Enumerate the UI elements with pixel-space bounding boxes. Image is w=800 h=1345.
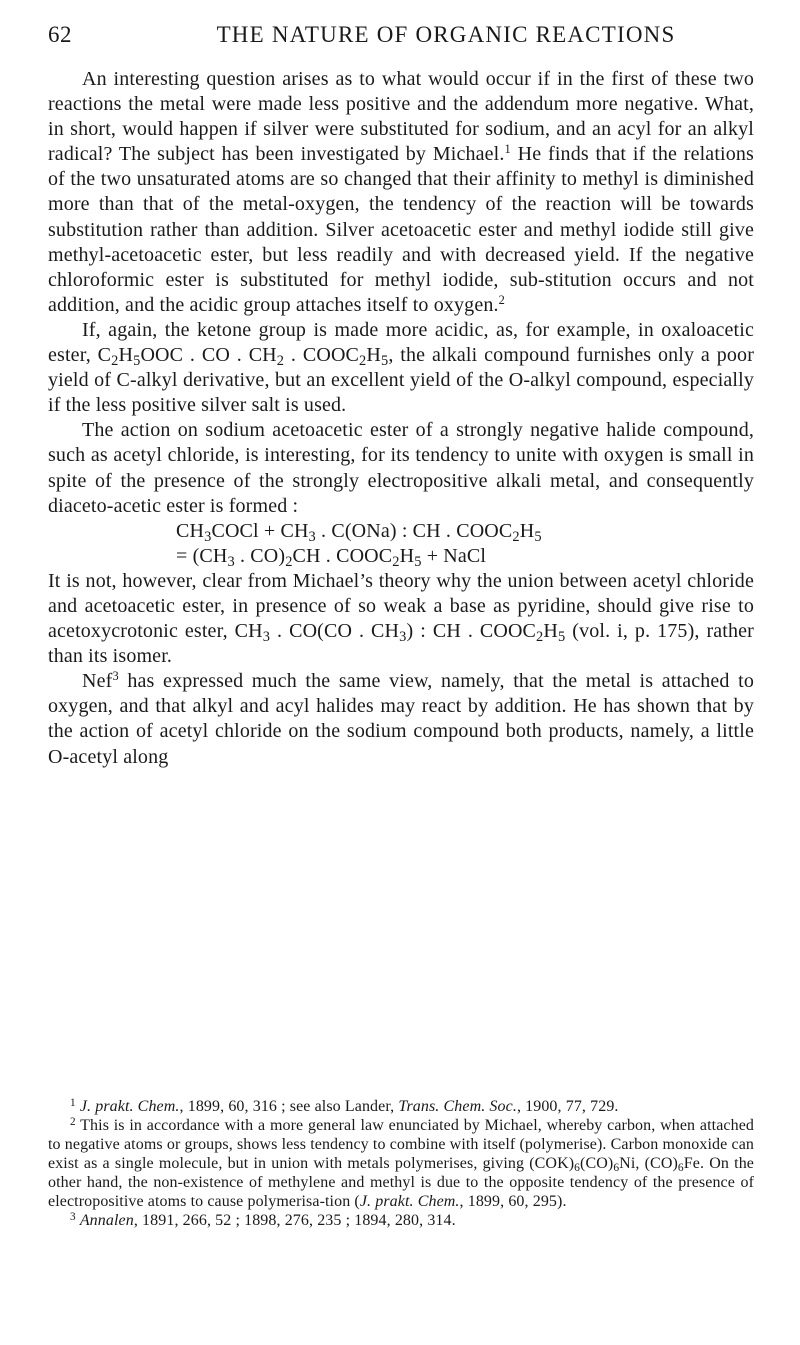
footnote-ref-1: 1 [504,142,511,157]
paragraph-3: The action on sodium acetoacetic ester of a strongly negative halide compound, such as acetyl chloride, is interesting, for its tendency to unite with oxygen is small in spite of the presence of the strongly electropositive alkali metal, and consequently diaceto-acetic ester is formed : [48,419,754,517]
footnote-ref-3: 3 [112,669,119,684]
paragraph-1: An interesting question arises as to what would occur if in the first of these two reactions the metal were made less positive and the addendum more negative. What, in short, would happen if silver were substituted for sodium, and an acyl for an alkyl radical? The subject has been investigated by Michael.$^1$ He finds that if the relations of the two unsaturated atoms are so changed that their affinity to methyl is diminished more than that of the metal-oxygen, the tendency of the reaction will be towards substitution rather than addition. Silver acetoacetic ester and methyl iodide still give methyl-acetoacetic ester, but less readily and with decreased yield. If the negative chloroformic ester is substituted for methyl iodide, sub-stitution occurs and not addition, and the acidic group attaches itself to oxygen.$^2$ [48,68,754,316]
footnote-3: $^3$ Annalen, 1891, 266, 52 ; 1898, 276, 235 ; 1894, 280, 314. [70,1210,456,1229]
paragraph-4: It is not, however, clear from Michael’s theory why the union between acetyl chloride and acetoacetic ester, in presence of so weak a base as pyridine, should give rise to acetoxycrotonic ester, $CH_3$ . CO(CO . $CH_3$) : CH . $COOC_2H_5$ (vol. i, p. 175), rather than its isomer. [48,569,754,668]
acetoxycrotonic-ester-formula: $CH_3$ . CO(CO . $CH_3$) : CH . $COOC_2H_5$ [234,620,566,646]
paragraph-5: Nef$^3$ has expressed much the same view, namely, that the metal is attached to oxygen, and that alkyl and acyl halides may react by addition. He has shown that by the action of acetyl chloride on the sodium compound both products, namely, a little O-acetyl along [48,669,754,768]
body-text [48,67,754,770]
page-number: 62 [48,22,72,47]
equation-line-2: = ($CH_3$ . $CO)_2CH$ . $COOC_2H_5$ + NaCl [176,544,487,570]
running-head [48,22,752,52]
footnote-2: $^2$ This is in accordance with a more general law enunciated by Michael, whereby carbon, when attached to negative atoms or groups, shows less tendency to combine with itself (polymerise). Carbon monoxide can exist as a single molecule, but in union with metals polymerises, giving $(COK)_6(CO)_6Ni$, $(CO)_6Fe$. On the other hand, the non-existence of methylene and methyl is due to the opposite tendency of the presence of electropositive atoms to cause polymerisa-tion (J. prakt. Chem., 1899, 60, 295). [48,1115,755,1210]
footnotes [48,1097,754,1230]
footnote-1: $^1$ J. prakt. Chem., 1899, 60, 316 ; see also Lander, Trans. Chem. Soc., 1900, 77, 729. [70,1096,619,1115]
equation-line-1: $CH_3COCl + CH_3$ . C(ONa) : CH . $COOC_2H_5$ [176,519,542,545]
footnote-ref-2: 2 [498,293,505,308]
running-title: THE NATURE OF ORGANIC REACTIONS [216,22,676,47]
oxaloacetic-ester-formula: $C_2H_5OOC$ . CO . $CH_2$ . $COOC_2H_5$ [97,344,389,370]
paragraph-2: If, again, the ketone group is made more acidic, as, for example, in oxaloacetic ester, $C_2H_5OOC$ . CO . $CH_2$ . $COOC_2H_5$, the alkali compound furnishes only a poor yield of C-alkyl derivative, but an excellent yield of the O-alkyl compound, especially if the less positive silver salt is used. [48,318,754,417]
